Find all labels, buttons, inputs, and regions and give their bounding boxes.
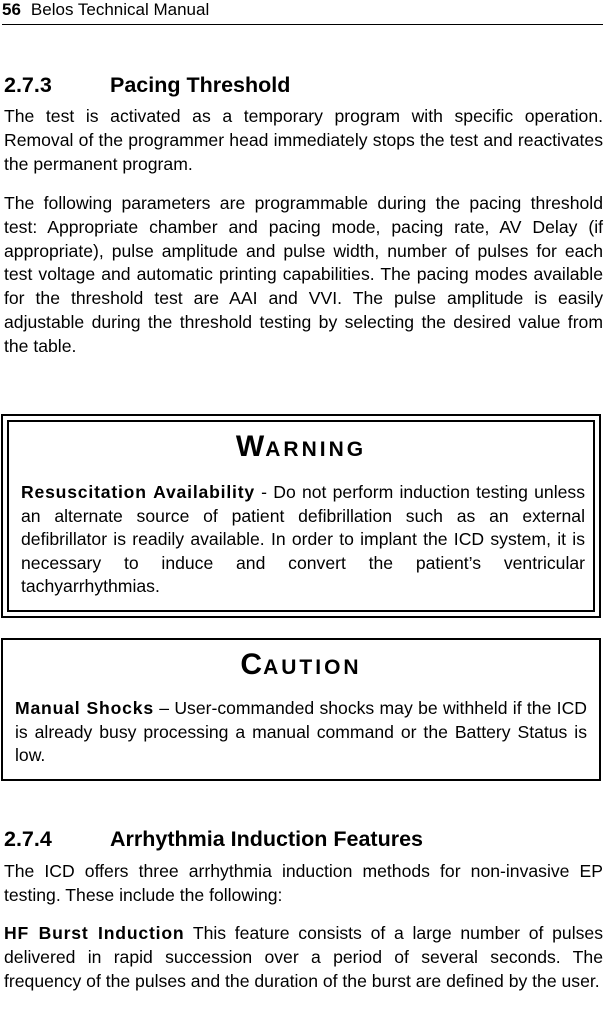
warning-lead: Resuscitation Availability bbox=[21, 482, 255, 502]
manual-title: Belos Technical Manual bbox=[30, 0, 210, 19]
paragraph: HF Burst Induction This feature consists of a large number of pulses delivered in rapid succession over a period of several seconds. The frequency of the pulses and the duration of the burst are defined by the user. bbox=[4, 923, 603, 991]
paragraph-lead: HF Burst Induction bbox=[4, 923, 185, 943]
page-header bbox=[2, 0, 603, 25]
caution-box bbox=[1, 638, 601, 781]
paragraph: The following parameters are programmable during the pacing threshold test: Appropriate chamber and pacing mode, pacing rate, AV Delay (if appropriate), pulse amplitude and pulse width, number of pulses for each test voltage and automatic printing capabilities. The pacing modes available for the threshold test are AAI and VVI. The pulse amplitude is easily adjustable during the threshold testing by selecting the desired value from the table. bbox=[4, 193, 603, 356]
paragraph: The test is activated as a temporary program with specific operation. Removal of the programmer head immediately stops the test and reactivates the permanent program. bbox=[4, 106, 603, 174]
warning-title: WARNING bbox=[235, 430, 367, 463]
caution-content bbox=[3, 640, 599, 768]
section-number: 2.7.3 bbox=[4, 73, 52, 97]
section-heading-2-7-4 bbox=[4, 826, 423, 852]
section-heading-2-7-3 bbox=[4, 72, 290, 98]
section-number: 2.7.4 bbox=[4, 827, 52, 851]
caution-lead: Manual Shocks bbox=[15, 698, 154, 718]
page-number: 56 bbox=[2, 0, 21, 19]
warning-text: Resuscitation Availability - Do not perform induction testing unless an alternate source of patient defibrillation such as an external defibrillator is readily available. In order to implant the ICD system, it is necessary to induce and convert the patient’s ventricular tachyarrhythmias. bbox=[21, 482, 585, 597]
caution-title: CAUTION bbox=[240, 648, 362, 681]
warning-box-inner bbox=[7, 420, 595, 612]
caution-text: Manual Shocks – User-commanded shocks may be withheld if the ICD is already busy processing a manual command or the Battery Status is low. bbox=[15, 698, 587, 766]
section-title: Pacing Threshold bbox=[110, 73, 291, 97]
warning-box bbox=[1, 414, 601, 618]
section-title: Arrhythmia Induction Features bbox=[110, 827, 423, 851]
paragraph: The ICD offers three arrhythmia induction methods for non-invasive EP testing. These include the following: bbox=[4, 861, 603, 905]
